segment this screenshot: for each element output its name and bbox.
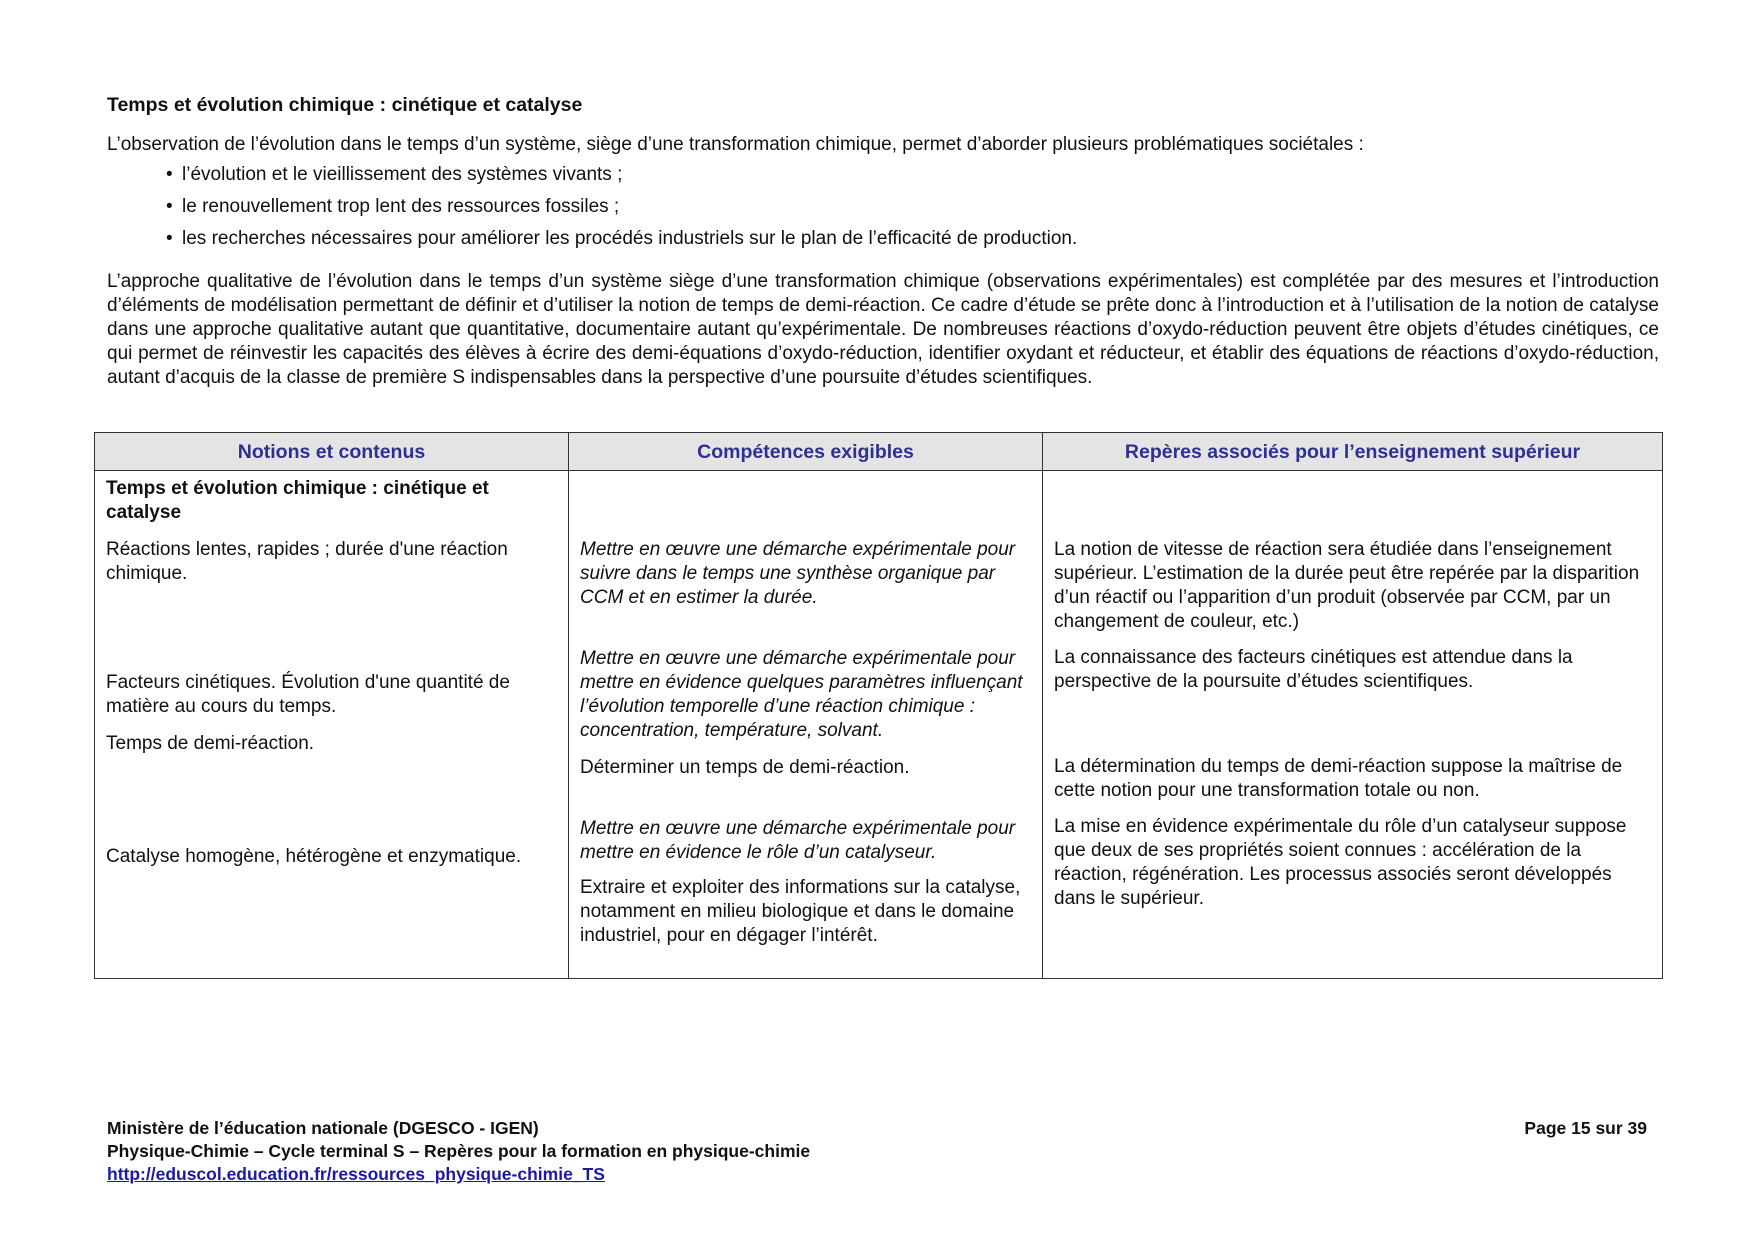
footer-ministry: Ministère de l’éducation nationale (DGESCO - IGEN) bbox=[107, 1118, 539, 1138]
bullet-text: le renouvellement trop lent des ressources fossiles ; bbox=[182, 196, 620, 217]
repere-item: La mise en évidence expérimentale du rôle d’un catalyseur suppose que deux de ses propriétés soient connues : accélération de la réaction, régénération. Les processus associés seront développés dans le supérieur. bbox=[1054, 816, 1627, 909]
competence-item: Extraire et exploiter des informations sur la catalyse, notamment en milieu biologique et dans le domaine industriel, pour en dégager l’intérêt. bbox=[580, 877, 1021, 946]
notions-cell bbox=[95, 471, 569, 979]
page-footer bbox=[107, 1117, 1647, 1186]
bullet-text: les recherches nécessaires pour améliorer les procédés industriels sur le plan de l’efficacité de production. bbox=[182, 228, 1078, 249]
list-item bbox=[166, 195, 1616, 219]
intro-text: L’observation de l’évolution dans le temps d’un système, siège d’une transformation chimique, permet d’aborder plusieurs problématiques sociétales : bbox=[107, 134, 1364, 155]
bullet-icon: • bbox=[166, 164, 173, 185]
reperes-cell bbox=[1043, 471, 1663, 979]
competence-item: Mettre en œuvre une démarche expérimentale pour mettre en évidence quelques paramètres influençant l’évolution temporelle d’une réaction chimique : concentration, température, solvant. bbox=[580, 648, 1023, 741]
competence-item: Déterminer un temps de demi-réaction. bbox=[580, 757, 910, 778]
page-number: Page 15 sur 39 bbox=[1524, 1118, 1647, 1138]
header-competences: Compétences exigibles bbox=[569, 433, 1043, 471]
header-reperes: Repères associés pour l’enseignement supérieur bbox=[1043, 433, 1663, 471]
section-title: Temps et évolution chimique : cinétique et catalyse bbox=[107, 94, 583, 116]
bullet-icon: • bbox=[166, 228, 173, 249]
footer-subject: Physique-Chimie – Cycle terminal S – Repères pour la formation en physique-chimie bbox=[107, 1141, 811, 1161]
table-header-row bbox=[95, 433, 1663, 471]
notion-item: Réactions lentes, rapides ; durée d'une réaction chimique. bbox=[106, 539, 508, 584]
body-paragraph: L’approche qualitative de l’évolution dans le temps d’un système siège d’une transformation chimique (observations expérimentales) est complétée par des mesures et l’introduction d’éléments de modélisation permettant de définir et d’utiliser la notion de temps de demi-réaction. Ce cadre d’étude se prête donc à l’introduction et à l’utilisation de la notion de catalyse dans une approche qualitative autant que quantitative, documentaire autant qu’expérimentale. De nombreuses réactions d’oxydo-réduction peuvent être objets d’études cinétiques, ce qui permet de réinvestir les capacités des élèves à écrire des demi-équations d’oxydo-réduction, identifier oxydant et réducteur, et établir des équations de réactions d’oxydo-réduction, autant d’acquis de la classe de première S indispensables dans la perspective d’une poursuite d’études scientifiques. bbox=[107, 271, 1659, 388]
competences-cell bbox=[569, 471, 1043, 979]
table-section-title: Temps et évolution chimique : cinétique et catalyse bbox=[106, 478, 489, 523]
program-table bbox=[94, 432, 1663, 979]
competence-item: Mettre en œuvre une démarche expérimentale pour mettre en évidence le rôle d’un catalyseur. bbox=[580, 818, 1016, 863]
notion-item: Temps de demi-réaction. bbox=[106, 733, 315, 754]
header-notions: Notions et contenus bbox=[95, 433, 569, 471]
repere-item: La connaissance des facteurs cinétiques est attendue dans la perspective de la poursuite d’études scientifiques. bbox=[1054, 647, 1573, 692]
repere-item: La détermination du temps de demi-réaction suppose la maîtrise de cette notion pour une transformation totale ou non. bbox=[1054, 756, 1623, 801]
bullet-text: l’évolution et le vieillissement des systèmes vivants ; bbox=[182, 164, 623, 185]
repere-item: La notion de vitesse de réaction sera étudiée dans l’enseignement supérieur. L’estimation de la durée peut être repérée par la disparition d’un réactif ou l’apparition d’un produit (observée par CCM, par un changement de couleur, etc.) bbox=[1054, 539, 1640, 632]
table-row bbox=[95, 471, 1663, 979]
bullet-icon: • bbox=[166, 196, 173, 217]
notion-item: Facteurs cinétiques. Évolution d'une quantité de matière au cours du temps. bbox=[106, 672, 510, 717]
notion-item: Catalyse homogène, hétérogène et enzymatique. bbox=[106, 846, 522, 867]
list-item bbox=[166, 227, 1616, 251]
competence-item: Mettre en œuvre une démarche expérimentale pour suivre dans le temps une synthèse organique par CCM et en estimer la durée. bbox=[580, 539, 1016, 608]
bullet-list bbox=[166, 163, 1616, 259]
footer-link[interactable]: http://eduscol.education.fr/ressources_physique-chimie_TS bbox=[107, 1164, 605, 1184]
list-item bbox=[166, 163, 1616, 187]
